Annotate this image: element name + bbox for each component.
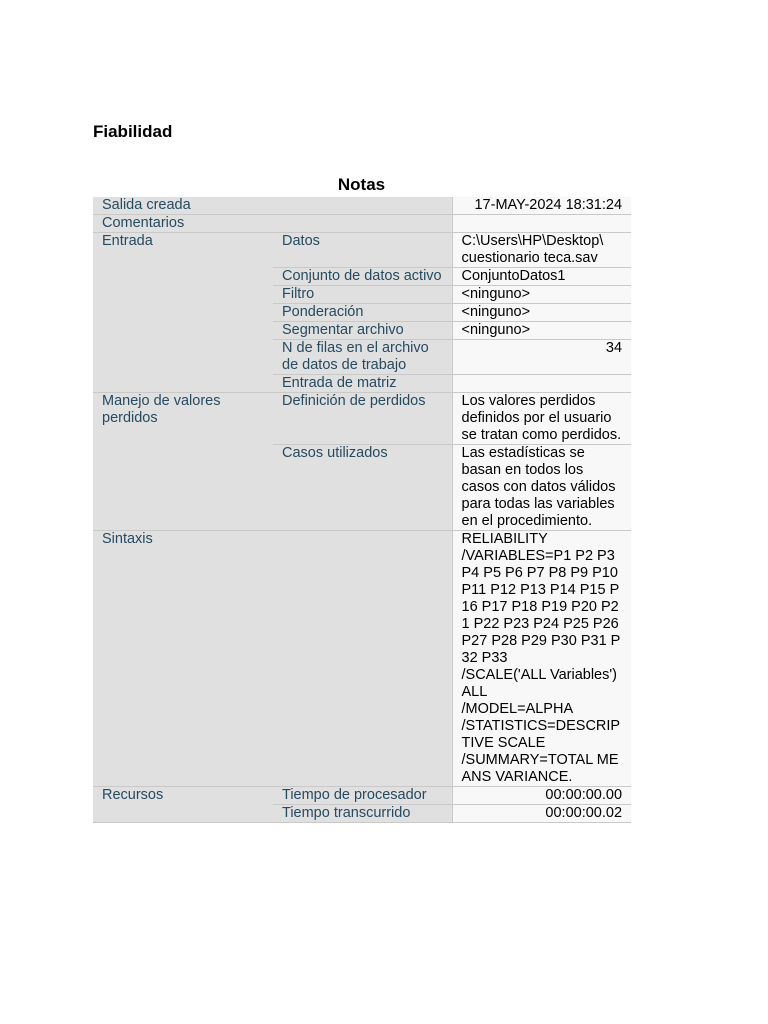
group-label-manejo: Manejo de valores perdidos <box>93 393 273 531</box>
section-title: Fiabilidad <box>93 122 173 141</box>
row-value-comentarios <box>452 215 631 233</box>
table-row <box>93 393 631 445</box>
table-row <box>93 787 631 805</box>
row-value-casos: Las estadísticas se basan en todos los casos con datos válidos para todas las variables en el procedimiento. <box>452 445 631 531</box>
row-label-sintaxis: Sintaxis <box>93 531 452 787</box>
group-label-recursos: Recursos <box>93 787 273 823</box>
row-value-sintaxis: RELIABILITY /VARIABLES=P1 P2 P3 P4 P5 P6 P7 P8 P9 P10 P11 P12 P13 P14 P15 P16 P17 P18 P19 P20 P21 P22 P23 P24 P25 P26 P27 P28 P29 P30 P31 P32 P33 /SCALE('ALL Variables') ALL /MODEL=ALPHA /STATISTICS=DESCRIPTIVE SCALE /SUMMARY=TOTAL MEANS VARIANCE. <box>452 531 631 787</box>
row-label-matriz: Entrada de matriz <box>273 375 452 393</box>
row-value-n-filas: 34 <box>452 340 631 375</box>
row-value-matriz <box>452 375 631 393</box>
notas-table <box>93 197 631 823</box>
table-row <box>93 215 631 233</box>
row-label-filtro: Filtro <box>273 286 452 304</box>
table-row <box>93 197 631 215</box>
table-title: Notas <box>337 175 386 194</box>
row-label-segmentar: Segmentar archivo <box>273 322 452 340</box>
row-label-transcurrido: Tiempo transcurrido <box>273 805 452 823</box>
row-value-salida-creada: 17-MAY-2024 18:31:24 <box>452 197 631 215</box>
row-label-casos: Casos utilizados <box>273 445 452 531</box>
row-label-ponderacion: Ponderación <box>273 304 452 322</box>
row-label-salida-creada: Salida creada <box>93 197 452 215</box>
row-value-filtro: <ninguno> <box>452 286 631 304</box>
row-value-conjunto: ConjuntoDatos1 <box>452 268 631 286</box>
row-value-procesador: 00:00:00.00 <box>452 787 631 805</box>
table-row <box>93 233 631 268</box>
row-value-ponderacion: <ninguno> <box>452 304 631 322</box>
row-label-definicion: Definición de perdidos <box>273 393 452 445</box>
row-label-n-filas: N de filas en el archivo de datos de trabajo <box>273 340 452 375</box>
row-value-datos: C:\Users\HP\Desktop\ cuestionario teca.sav <box>452 233 631 268</box>
group-label-entrada: Entrada <box>93 233 273 393</box>
table-row <box>93 531 631 787</box>
row-value-transcurrido: 00:00:00.02 <box>452 805 631 823</box>
row-label-comentarios: Comentarios <box>93 215 452 233</box>
row-value-definicion: Los valores perdidos definidos por el usuario se tratan como perdidos. <box>452 393 631 445</box>
row-label-datos: Datos <box>273 233 452 268</box>
row-value-segmentar: <ninguno> <box>452 322 631 340</box>
row-label-conjunto: Conjunto de datos activo <box>273 268 452 286</box>
row-label-procesador: Tiempo de procesador <box>273 787 452 805</box>
